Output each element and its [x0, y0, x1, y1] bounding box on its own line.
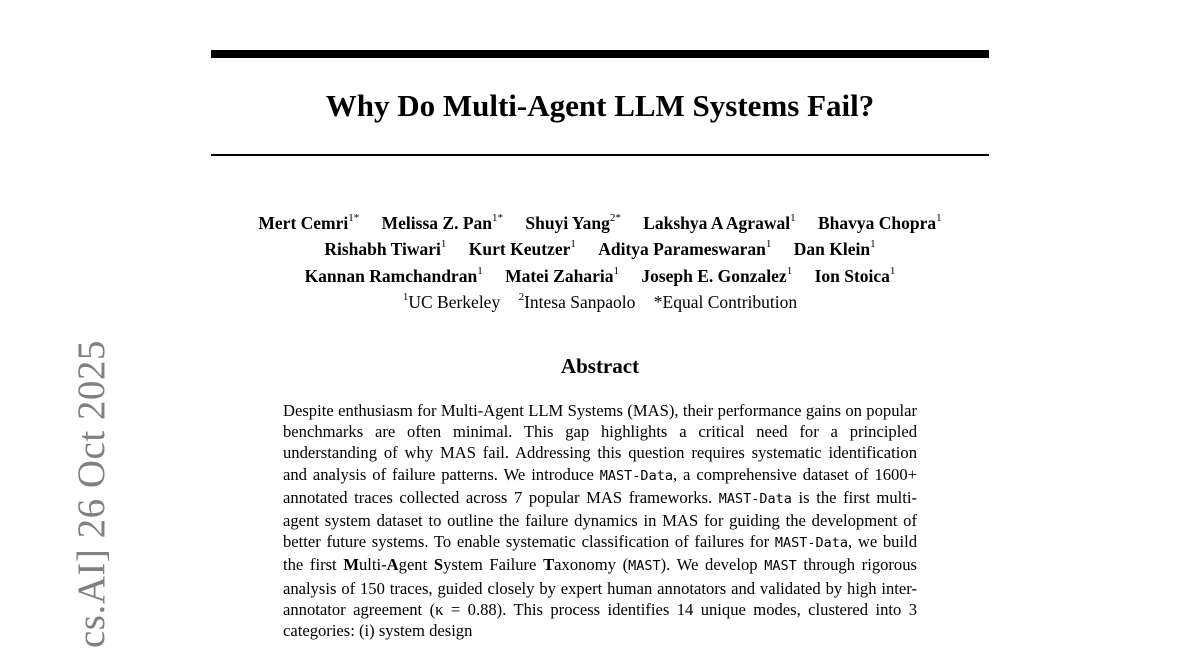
author: Shuyi Yang$^{2*}$ [525, 212, 621, 233]
author-line-3 [150, 261, 1050, 287]
author: Kurt Keutzer$^1$ [468, 238, 576, 260]
affiliation: $^1$UC Berkeley [402, 291, 501, 313]
paper-title: Why Do Multi-Agent LLM Systems Fail? [325, 88, 875, 123]
author: Melissa Z. Pan$^{1*}$ [381, 212, 503, 233]
abstract-heading: Abstract [560, 354, 640, 378]
abstract-paragraph: Despite enthusiasm for Multi-Agent LLM Systems (MAS), their performance gains on popular benchmarks are often minimal. This gap highlights a critical need for a principled understanding of why MAS fail. Addressing this question requires systematic identification and analysis of failure patterns. We introduce MAST-Data, a comprehensive dataset of 1600+ annotated traces collected across 7 popular MAS frameworks. MAST-Data is the first multi-agent system dataset to outline the failure dynamics in MAS for guiding the development of better future systems. To enable systematic classification of failures for MAST-Data, we build the first Multi-Agent System Failure Taxonomy (MAST). We develop MAST through rigorous analysis of 150 traces, guided closely by expert human annotators and validated by high inter-annotator agreement (κ = 0.88). This process identifies 14 unique modes, clustered into 3 categories: (i) system design [283, 401, 917, 641]
abstract-body [283, 400, 917, 641]
equal-contribution-note: *Equal Contribution [653, 292, 798, 313]
author: Lakshya A Agrawal$^1$ [643, 212, 796, 233]
author: Bhavya Chopra$^1$ [817, 212, 942, 233]
author: Joseph E. Gonzalez$^1$ [641, 264, 793, 286]
title-bottom-rule [211, 154, 989, 156]
title-top-rule [211, 50, 989, 58]
author-line-1 [150, 208, 1050, 234]
author: Rishabh Tiwari$^1$ [324, 238, 447, 260]
author: Dan Klein$^1$ [793, 238, 876, 260]
author: Matei Zaharia$^1$ [505, 264, 619, 286]
author: Mert Cemri$^{1*}$ [258, 212, 360, 233]
affiliations-line [150, 287, 1050, 313]
author: Kannan Ramchandran$^1$ [304, 264, 483, 286]
author: Aditya Parameswaran$^1$ [598, 238, 772, 260]
arxiv-side-stamp: cs.AI] 26 Oct 2025 [70, 340, 113, 648]
affiliation: $^2$Intesa Sanpaolo [518, 291, 636, 313]
author-line-2 [150, 234, 1050, 260]
author: Ion Stoica$^1$ [814, 264, 896, 286]
author-block [150, 208, 1050, 314]
